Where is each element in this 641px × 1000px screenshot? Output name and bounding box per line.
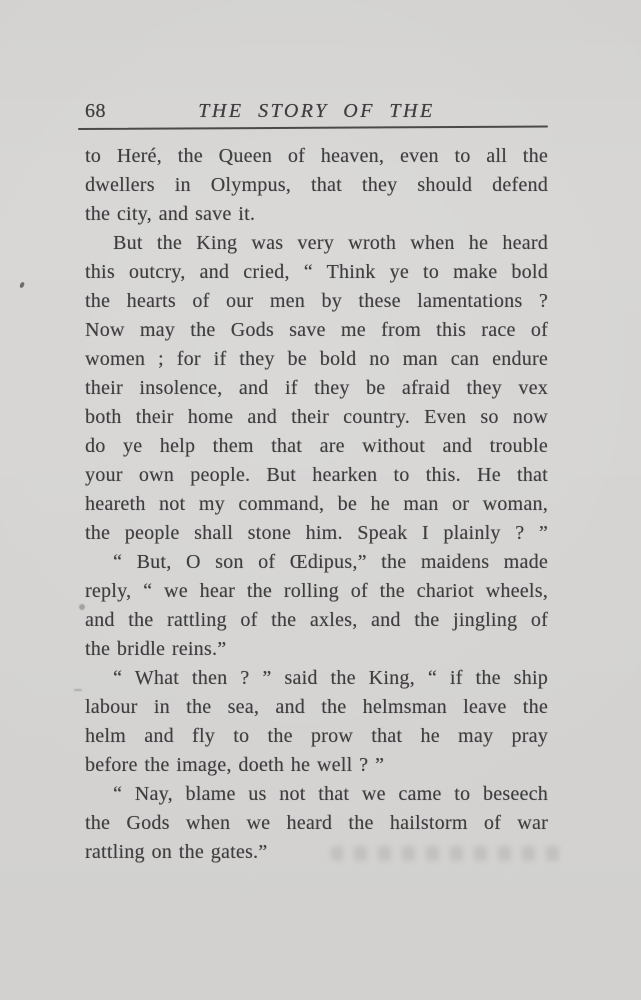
text-line: the bridle reins.” <box>85 638 227 660</box>
text-line: the city, and save it. <box>85 203 256 225</box>
text-line: rattling on the gates.” <box>85 841 268 863</box>
text-line: do ye help them that are without and trouble <box>85 435 548 457</box>
text-line: your own people. But hearken to this. He that <box>85 464 548 486</box>
page-number: 68 <box>85 100 106 122</box>
text-line: to Heré, the Queen of heaven, even to all the <box>85 145 548 167</box>
running-title: THE STORY OF THE <box>198 100 435 122</box>
text-line: and the rattling of the axles, and the jingling of <box>85 609 548 631</box>
text-line: But the King was very wroth when he heard <box>113 232 548 254</box>
header-rule <box>78 126 548 130</box>
paragraph <box>85 780 548 867</box>
paragraph <box>85 664 548 780</box>
text-line: the people shall stone him. Speak I plainly ? ” <box>85 522 548 544</box>
text-line: “ But, O son of Œdipus,” the maidens made <box>113 551 548 573</box>
text-line: the Gods when we heard the hailstorm of war <box>85 812 548 834</box>
text-line: reply, “ we hear the rolling of the chariot wheels, <box>85 580 548 602</box>
text-line: before the image, doeth he well ? ” <box>85 754 385 776</box>
page-body <box>85 142 548 867</box>
text-line: both their home and their country. Even so now <box>85 406 548 428</box>
text-line: the hearts of our men by these lamentations ? <box>85 290 548 312</box>
text-line: dwellers in Olympus, that they should defend <box>85 174 548 196</box>
page-header <box>85 99 548 125</box>
text-line: this outcry, and cried, “ Think ye to make bold <box>85 261 548 283</box>
text-line: heareth not my command, be he man or woman, <box>85 493 548 515</box>
text-line: their insolence, and if they be afraid they vex <box>85 377 548 399</box>
paragraph <box>85 548 548 664</box>
scan-speck <box>74 689 82 691</box>
text-line: labour in the sea, and the helmsman leave the <box>85 696 548 718</box>
text-line: “ What then ? ” said the King, “ if the ship <box>113 667 548 689</box>
paragraph <box>85 142 548 229</box>
text-line: Now may the Gods save me from this race of <box>85 319 548 341</box>
text-line: “ Nay, blame us not that we came to beseech <box>113 783 548 805</box>
paragraph <box>85 229 548 548</box>
text-line: helm and fly to the prow that he may pray <box>85 725 548 747</box>
text-line: women ; for if they be bold no man can endure <box>85 348 548 370</box>
scan-speck <box>19 282 25 289</box>
